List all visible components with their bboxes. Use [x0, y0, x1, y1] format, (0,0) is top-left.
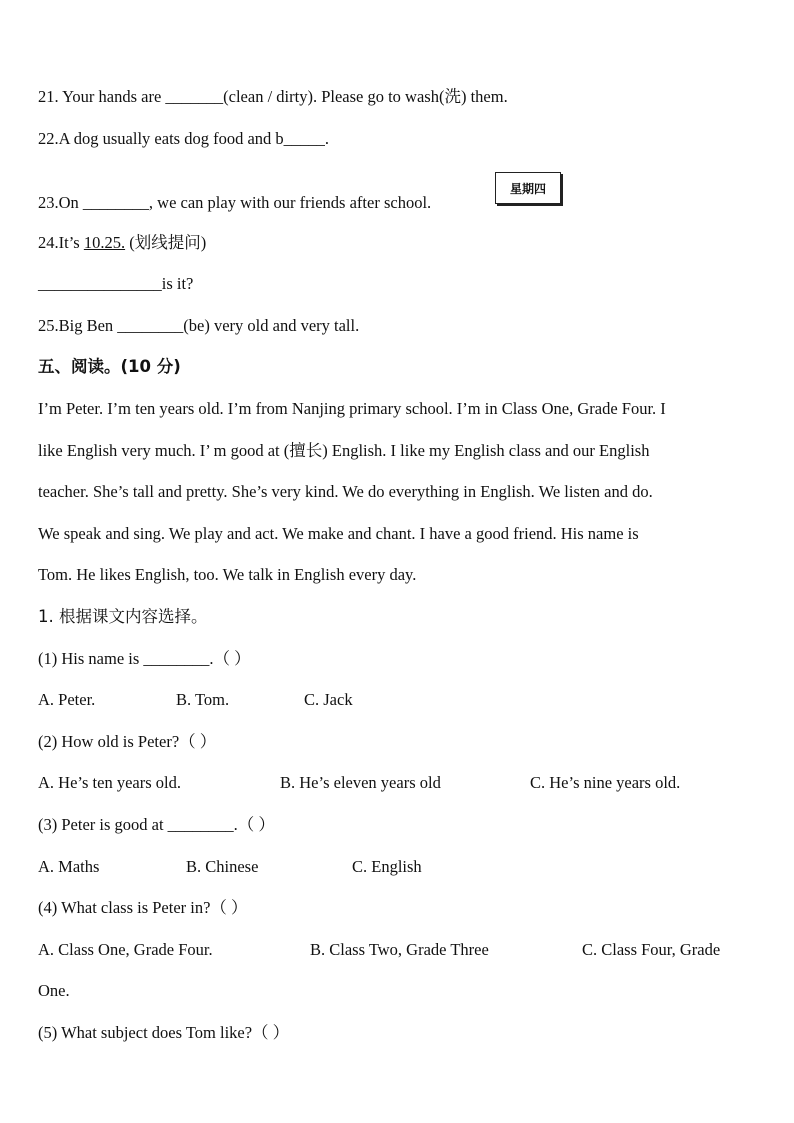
question-24 [38, 232, 206, 254]
question-24-prefix: 24.It’s [38, 233, 84, 252]
item-question: (5) What subject does Tom like?（ ） [38, 1023, 290, 1042]
item-question: (3) Peter is good at ________.（ ） [38, 815, 275, 834]
option-a: A. He’s ten years old. [38, 773, 181, 792]
passage-line: We speak and sing. We play and act. We make and chant. I have a good friend. His name is [38, 524, 639, 543]
weekday-box: 星期四 [495, 172, 561, 204]
option-a: A. Peter. [38, 690, 96, 709]
option-b: B. He’s eleven years old [280, 773, 441, 792]
passage-line: teacher. She’s tall and pretty. She’s very kind. We do everything in English. We listen and do. [38, 482, 653, 501]
question-22: 22.A dog usually eats dog food and b_____. [38, 129, 330, 148]
option-b: B. Tom. [176, 690, 230, 709]
option-a: A. Maths [38, 857, 100, 876]
passage-line: Tom. He likes English, too. We talk in English every day. [38, 565, 417, 584]
task-instruction: 1. 根据课文内容选择。 [38, 607, 208, 626]
option-c-continued: One. [38, 981, 70, 1000]
question-21: 21. Your hands are _______(clean / dirty). Please go to wash(洗) them. [38, 87, 508, 106]
item-question: (4) What class is Peter in?（ ） [38, 898, 248, 917]
option-b: B. Chinese [186, 857, 259, 876]
option-c: C. Jack [304, 690, 353, 709]
question-24-underlined: 10.25. [83, 233, 126, 252]
option-c: C. He’s nine years old. [530, 773, 681, 792]
item-question: (2) How old is Peter?（ ） [38, 732, 217, 751]
question-24-suffix: (划线提问) [125, 233, 207, 252]
option-c: C. Class Four, Grade [582, 940, 721, 959]
question-24-answer-line: _______________is it? [38, 274, 194, 293]
question-23: 23.On ________, we can play with our friends after school. [38, 193, 432, 212]
item-question: (1) His name is ________.（ ） [38, 649, 251, 668]
passage-line: like English very much. I’ m good at (擅长) English. I like my English class and our English [38, 441, 650, 460]
section-title: 五、阅读。(10 分) [38, 357, 181, 376]
option-c: C. English [352, 857, 422, 876]
option-b: B. Class Two, Grade Three [310, 940, 489, 959]
question-25: 25.Big Ben ________(be) very old and very tall. [38, 316, 360, 335]
passage-line: I’m Peter. I’m ten years old. I’m from Nanjing primary school. I’m in Class One, Grade Four. I [38, 399, 666, 418]
option-a: A. Class One, Grade Four. [38, 940, 213, 959]
